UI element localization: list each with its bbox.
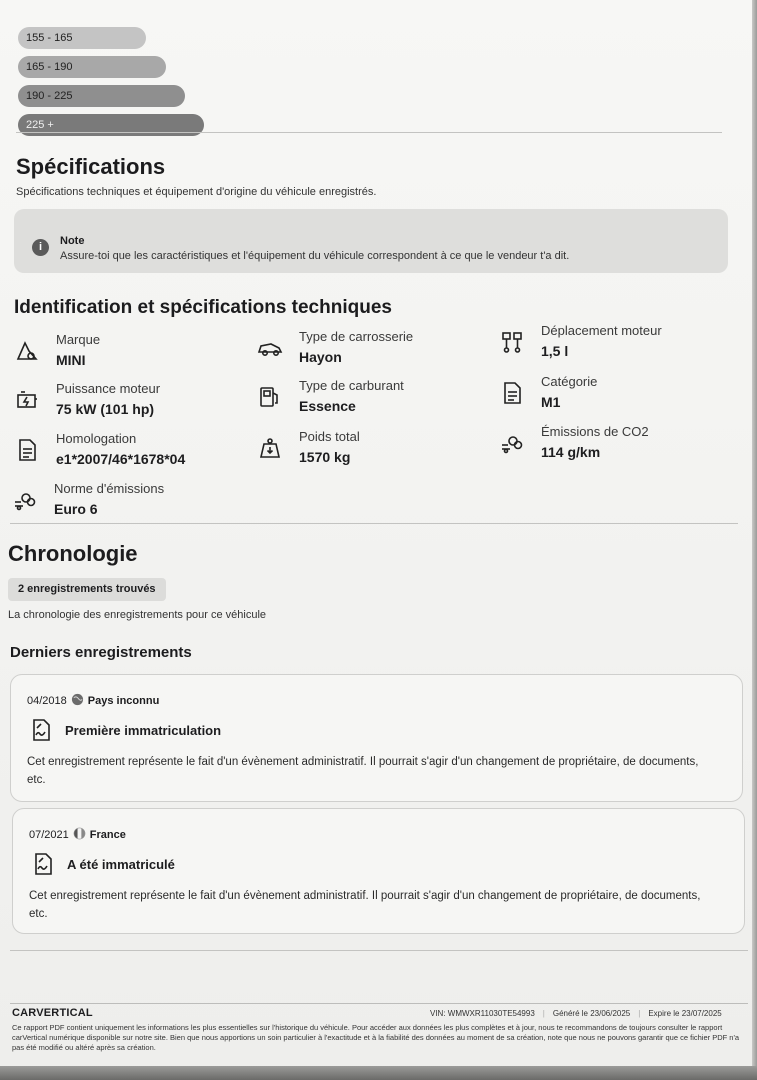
weight-icon (257, 435, 283, 461)
note-title: Note (60, 235, 85, 247)
car-body-icon (257, 335, 283, 361)
record-country: Pays inconnu (87, 695, 160, 707)
spec-label: Homologation (56, 431, 137, 446)
divider (16, 132, 722, 133)
document-sign-icon (31, 852, 55, 876)
spec-label: Type de carrosserie (299, 329, 414, 344)
specifications-title: Spécifications (16, 154, 166, 179)
records-count-badge: 2 enregistrements trouvés (8, 578, 166, 601)
record-meta (29, 827, 126, 843)
record-country: France (89, 829, 126, 841)
france-flag-icon (73, 827, 86, 843)
spec-label: Marque (56, 332, 101, 347)
spec-value: 114 g/km (541, 444, 601, 460)
spec-value: 1570 kg (299, 449, 351, 465)
engine-pistons-icon (499, 329, 525, 355)
footer-vin: VIN: WMWXR11030TE54993 (430, 1009, 535, 1018)
divider (10, 523, 738, 524)
footer-meta: VIN: WMWXR11030TE54993 | Généré le 23/06/2025 | Expire le 23/07/2025 (430, 1009, 722, 1018)
spec-value: e1*2007/46*1678*04 (56, 451, 186, 467)
spec-value: Essence (299, 398, 356, 414)
spec-value: M1 (541, 394, 561, 410)
paper-edge (752, 0, 757, 1080)
emissions-icon (499, 430, 525, 456)
document-icon (14, 437, 40, 463)
spec-value: Euro 6 (54, 501, 98, 517)
spec-label: Déplacement moteur (541, 323, 662, 338)
footer-fine-print: Ce rapport PDF contient uniquement les informations les plus essentielles sur l'historique du véhicule. Pour accéder aux données les plus complètes et à jour, nous te recommandons de toujours consulter le rapport carVertical numérique disponible sur notre site. Bien que nous apportions un soin particulier à l'exactitude et à la fiabilité des données au moment de sa création, note que nous ne pouvons garantir que ce fichier PDF n'a pas été modifié ou altéré après sa création. (12, 1023, 740, 1052)
table-edge (0, 1066, 757, 1080)
divider (10, 950, 748, 951)
emissions-icon (12, 487, 38, 513)
document-icon (499, 380, 525, 406)
identification-title: Identification et spécifications techniques (14, 297, 392, 318)
latest-records-title: Derniers enregistrements (10, 644, 192, 661)
info-icon: i (32, 239, 49, 256)
engine-power-icon (14, 387, 40, 413)
fuel-pump-icon (257, 384, 283, 410)
spec-value: 1,5 l (541, 343, 569, 359)
record-event: A été immatriculé (67, 857, 175, 872)
chronology-subtitle: La chronologie des enregistrements pour ce véhicule (8, 609, 267, 621)
spec-value: MINI (56, 352, 86, 368)
spec-label: Poids total (299, 429, 360, 444)
spec-label: Catégorie (541, 374, 598, 389)
document-sign-icon (29, 718, 53, 742)
emission-bar: 190 - 225 (18, 85, 185, 107)
record-description: Cet enregistrement représente le fait d'un évènement administratif. Il pourrait s'agir d'un changement de propriétaire, de documents, etc. (27, 756, 699, 786)
carvertical-logo: CARVERTICAL (12, 1007, 93, 1019)
chronology-title: Chronologie (8, 541, 138, 566)
spec-label: Puissance moteur (56, 381, 161, 396)
record-meta (27, 693, 159, 709)
spec-label: Type de carburant (299, 378, 404, 393)
spec-value: 75 kW (101 hp) (56, 401, 155, 417)
specifications-subtitle: Spécifications techniques et équipement d'origine du véhicule enregistrés. (16, 186, 377, 198)
note-box (14, 209, 728, 273)
globe-icon (71, 693, 84, 709)
spec-value: Hayon (299, 349, 342, 365)
co2-emission-scale (18, 27, 204, 143)
footer-generated: Généré le 23/06/2025 (552, 1009, 631, 1018)
note-text: Assure-toi que les caractéristiques et l'équipement du véhicule correspondent à ce que le vendeur t'a dit. (60, 250, 570, 262)
record-card[interactable] (10, 674, 743, 802)
record-date: 04/2018 (27, 695, 67, 707)
emission-bar: 225 + (18, 114, 204, 136)
record-date: 07/2021 (29, 829, 69, 841)
spec-label: Norme d'émissions (54, 481, 165, 496)
record-description: Cet enregistrement représente le fait d'un évènement administratif. Il pourrait s'agir d'un changement de propriétaire, de documents, etc. (29, 890, 701, 920)
emission-bar: 165 - 190 (18, 56, 166, 78)
footer-divider (10, 1003, 748, 1004)
record-card[interactable] (12, 808, 745, 934)
spec-label: Émissions de CO2 (541, 424, 649, 439)
record-event: Première immatriculation (65, 723, 222, 738)
footer-expires: Expire le 23/07/2025 (648, 1009, 722, 1018)
brand-icon (14, 338, 40, 364)
emission-bar: 155 - 165 (18, 27, 146, 49)
